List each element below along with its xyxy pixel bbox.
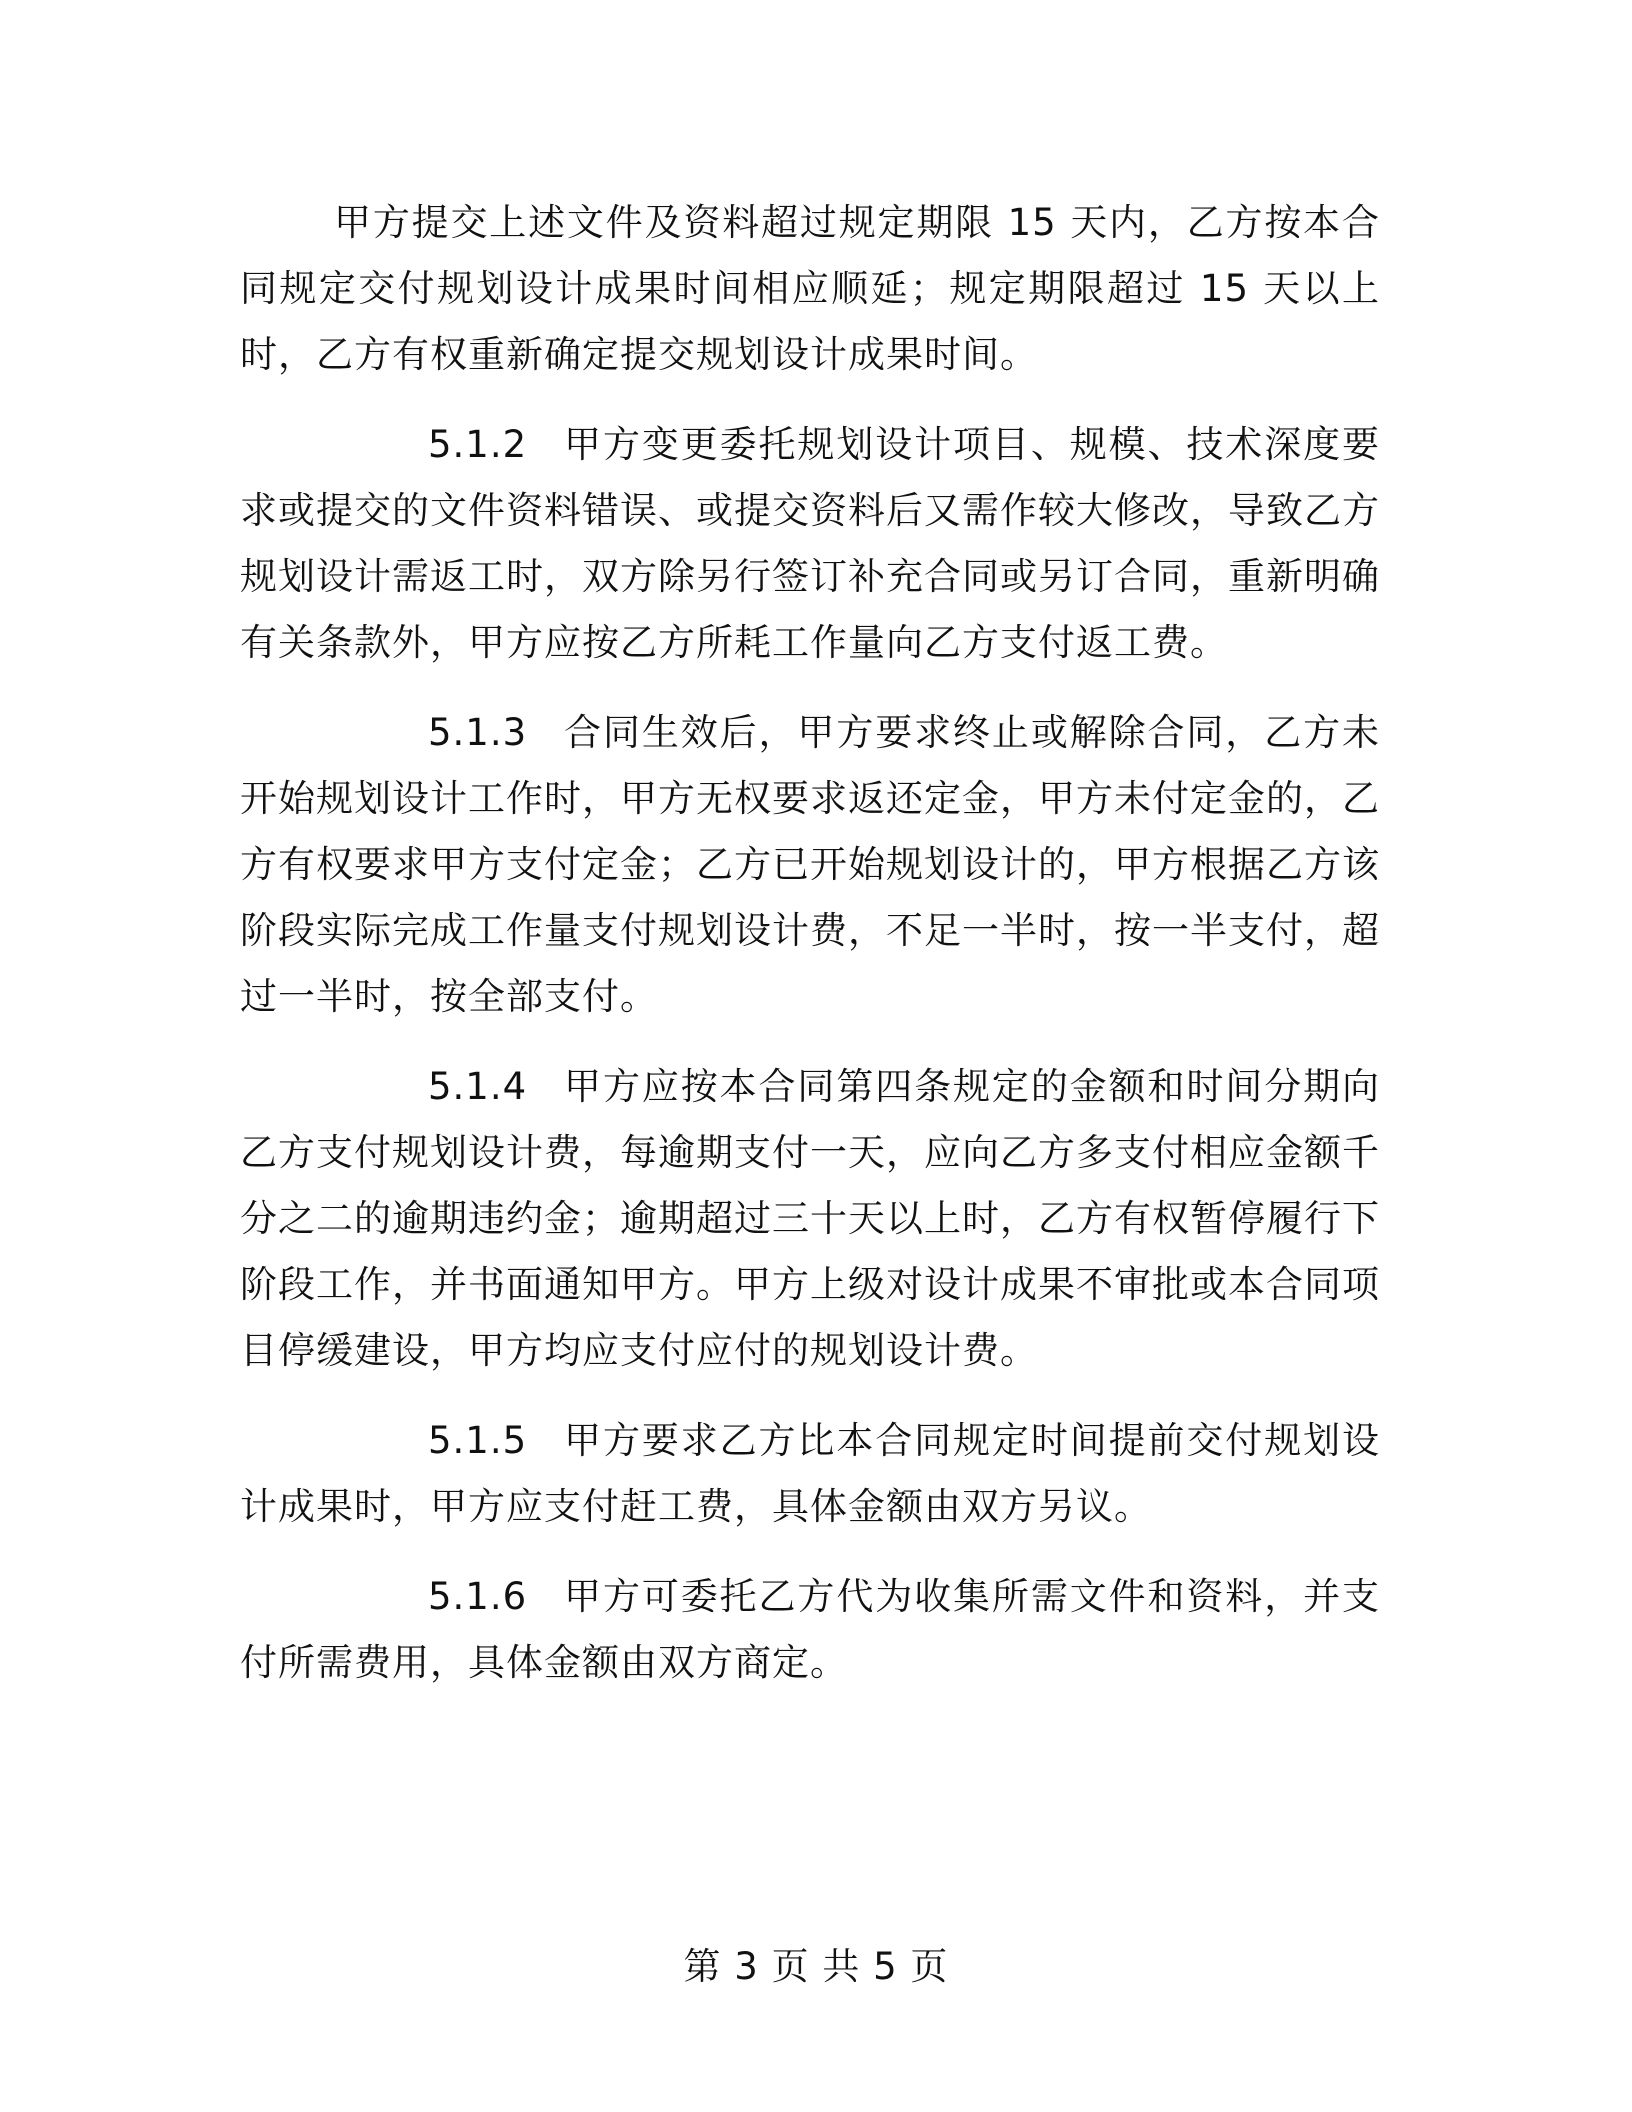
clause-text: 甲方应按本合同第四条规定的金额和时间分期向乙方支付规划设计费，每逾期支付一天，应向乙方多支付相应金额千分之二的逾期违约金；逾期超过三十天以上时，乙方有权暂停履行下阶段工作，并书面通知甲方。甲方上级对设计成果不审批或本合同项目停缓建设，甲方均应支付应付的规划设计费。 bbox=[240, 1065, 1380, 1372]
clause-5-1-4 bbox=[240, 1054, 1380, 1384]
document-body bbox=[240, 190, 1380, 1696]
paragraph-text: 甲方提交上述文件及资料超过规定期限 15 天内，乙方按本合同规定交付规划设计成果时间相应顺延；规定期限超过 15 天以上时，乙方有权重新确定提交规划设计成果时间。 bbox=[240, 201, 1380, 376]
clause-5-1-3 bbox=[240, 700, 1380, 1030]
clause-5-1-5 bbox=[240, 1408, 1380, 1540]
clause-text: 合同生效后，甲方要求终止或解除合同，乙方未开始规划设计工作时，甲方无权要求返还定金，甲方未付定金的，乙方有权要求甲方支付定金；乙方已开始规划设计的，甲方根据乙方该阶段实际完成工作量支付规划设计费，不足一半时，按一半支付，超过一半时，按全部支付。 bbox=[240, 711, 1380, 1018]
clause-5-1-6 bbox=[240, 1564, 1380, 1696]
clause-text: 甲方变更委托规划设计项目、规模、技术深度要求或提交的文件资料错误、或提交资料后又需作较大修改，导致乙方规划设计需返工时，双方除另行签订补充合同或另订合同，重新明确有关条款外，甲方应按乙方所耗工作量向乙方支付返工费。 bbox=[240, 423, 1380, 664]
clause-number: 5.1.5 bbox=[428, 1419, 528, 1462]
paragraph-intro bbox=[240, 190, 1380, 388]
clause-number: 5.1.4 bbox=[428, 1065, 528, 1108]
page-footer bbox=[0, 1942, 1632, 1992]
clause-number: 5.1.6 bbox=[428, 1575, 528, 1618]
clause-number: 5.1.3 bbox=[428, 711, 528, 754]
page-number-label: 第 3 页 共 5 页 bbox=[683, 1945, 949, 1988]
clause-5-1-2 bbox=[240, 412, 1380, 676]
clause-text: 甲方可委托乙方代为收集所需文件和资料，并支付所需费用，具体金额由双方商定。 bbox=[240, 1575, 1380, 1684]
clause-number: 5.1.2 bbox=[428, 423, 528, 466]
clause-text: 甲方要求乙方比本合同规定时间提前交付规划设计成果时，甲方应支付赶工费，具体金额由双方另议。 bbox=[240, 1419, 1380, 1528]
